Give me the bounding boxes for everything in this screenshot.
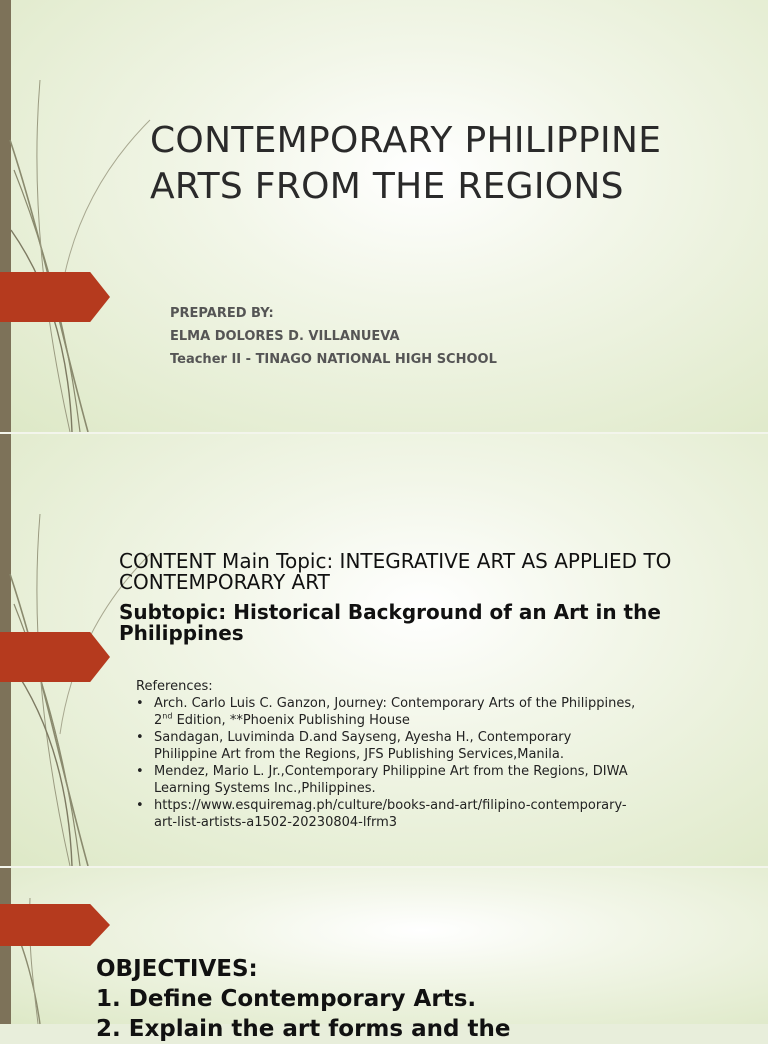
reference-text-continued: Edition, **Phoenix Publishing House xyxy=(172,713,410,728)
red-arrow-tab xyxy=(0,904,110,946)
title-line-2: ARTS FROM THE REGIONS xyxy=(150,166,624,207)
title-line-1: CONTEMPORARY PHILIPPINE xyxy=(150,120,662,161)
objectives-block xyxy=(96,954,756,1044)
prepared-by-label: PREPARED BY: xyxy=(170,306,274,321)
objectives-slide xyxy=(0,868,768,1042)
reference-item xyxy=(136,695,636,729)
reference-item: • https://www.esquiremag.ph/culture/books-and-art/filipino-contemporary-art-list-artists-a1502-20230804-lfrm3 xyxy=(136,797,636,831)
reference-text: Arch. Carlo Luis C. Ganzon, Journey: Contemporary Arts of the Philippines, 2 xyxy=(154,696,636,728)
reference-item: • Sandagan, Luviminda D.and Sayseng, Ayesha H., Contemporary Philippine Art from the Regions, JFS Publishing Services,Manila. xyxy=(136,729,636,763)
red-arrow-tab xyxy=(0,632,110,682)
subtopic-heading: Subtopic: Historical Background of an Art in the Philippines xyxy=(119,600,661,645)
slide-left-bar xyxy=(0,868,11,1024)
title-slide xyxy=(0,0,768,432)
author-name: ELMA DOLORES D. VILLANUEVA xyxy=(170,329,400,344)
reference-item: • Mendez, Mario L. Jr.,Contemporary Philippine Art from the Regions, DIWA Learning Systems Inc.,Philippines. xyxy=(136,763,636,797)
objectives-heading: OBJECTIVES: xyxy=(96,956,258,982)
references-list xyxy=(136,695,636,831)
slide-left-bar xyxy=(0,0,11,432)
main-topic-heading: CONTENT Main Topic: INTEGRATIVE ART AS APPLIED TO CONTEMPORARY ART xyxy=(119,549,672,594)
presentation-title xyxy=(150,118,750,210)
references-block xyxy=(136,678,636,831)
references-label: References: xyxy=(136,679,213,694)
content-slide xyxy=(0,434,768,866)
author-position: Teacher II - TINAGO NATIONAL HIGH SCHOOL xyxy=(170,352,497,367)
objective-item: 1. Define Contemporary Arts. xyxy=(96,986,477,1012)
reference-superscript: nd xyxy=(162,711,173,721)
prepared-by-block xyxy=(170,302,497,371)
objective-item: 2. Explain the art forms and the xyxy=(96,1016,511,1042)
red-arrow-tab xyxy=(0,272,110,322)
